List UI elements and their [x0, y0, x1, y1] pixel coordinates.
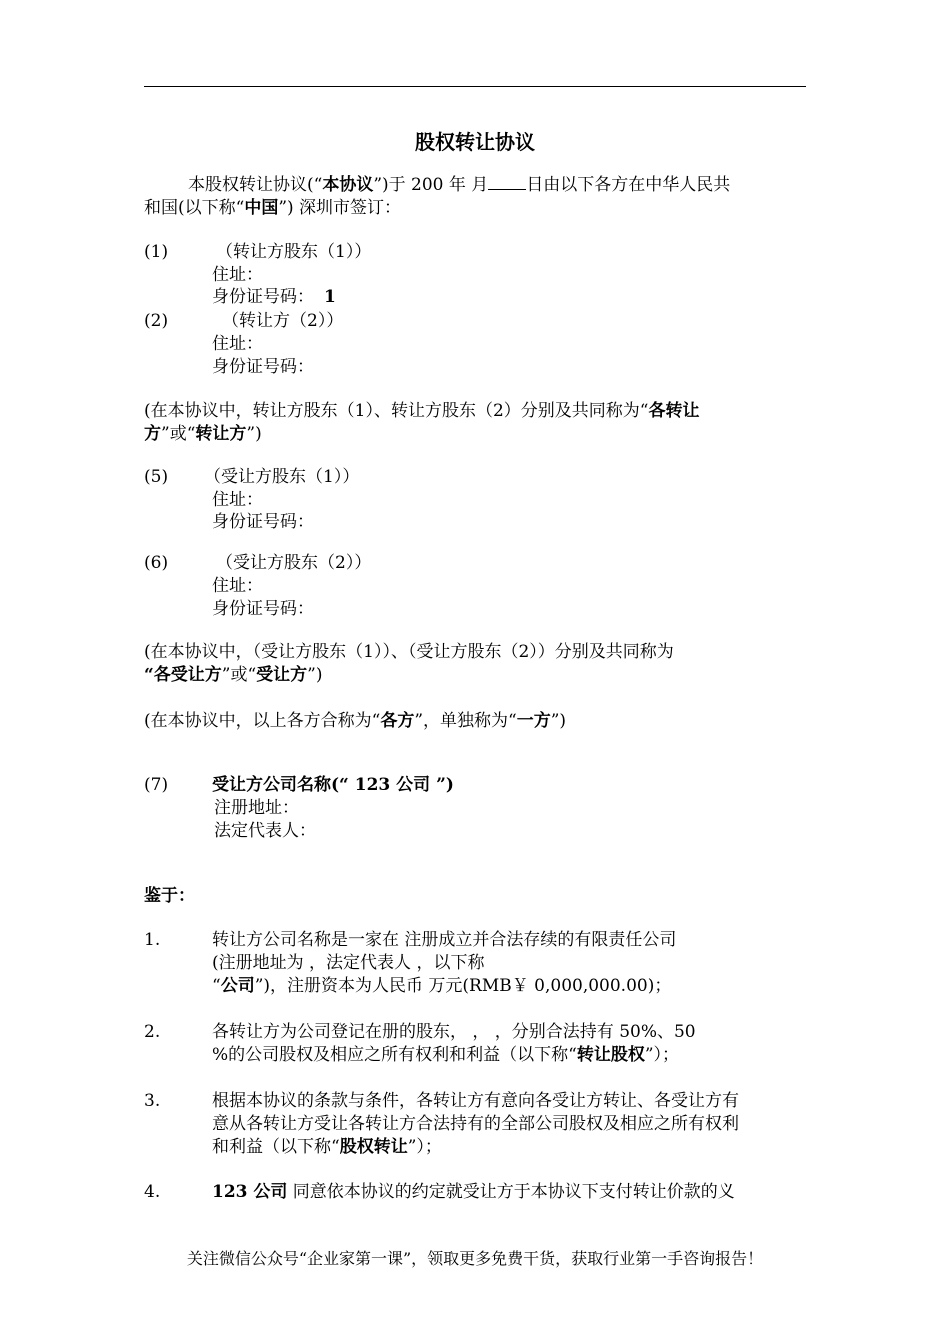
recital-text: 根据本协议的条款与条件，各转让方有意向各受让方转让、各受让方有 — [212, 1091, 739, 1111]
intro-text: ”)于 200 年 月 — [373, 175, 489, 195]
party-number: (5) — [144, 467, 169, 487]
note-text: ”) — [246, 424, 262, 444]
intro-text: ”) 深圳市签订： — [278, 198, 402, 218]
note-text: ”或“ — [221, 665, 257, 685]
note-bold-term: 各方 — [380, 711, 415, 731]
party-number: (1) — [144, 242, 169, 262]
recital-text — [212, 975, 671, 997]
party-id-label: 身份证号码： — [212, 287, 314, 307]
company-address: 注册地址： — [214, 798, 299, 818]
recital-bold-term: 公司 — [220, 976, 255, 996]
recital-text: (注册地址为 ，法定代表人 ，以下称 — [212, 953, 485, 973]
company-representative: 法定代表人： — [214, 821, 316, 841]
recital-bold-term: 股权转让 — [339, 1137, 408, 1157]
recital-text: 转让方公司名称是一家在 注册成立并合法存续的有限责任公司 — [212, 930, 677, 950]
recital-text — [212, 1136, 442, 1158]
party-id: 身份证号码： — [212, 512, 314, 532]
company-name: 受让方公司名称(“ 123 公司 ”) — [212, 775, 454, 795]
note-transferors-line-1 — [144, 400, 699, 422]
note-bold-term: 转让方 — [195, 424, 247, 444]
party-name: （转让方（2）） — [222, 311, 344, 331]
party-name: （受让方股东（1）） — [204, 467, 360, 487]
note-text: ”) — [307, 665, 323, 685]
recital-text-span: 和利益（以下称“ — [212, 1137, 340, 1157]
recital-number: 1. — [144, 930, 161, 950]
recital-text-span: 同意依本协议的约定就受让方于本协议下支付转让价款的义 — [287, 1182, 735, 1202]
party-name: （转让方股东（1）） — [216, 242, 372, 262]
intro-line-2 — [144, 197, 401, 219]
note-text: ”) — [550, 711, 567, 731]
note-bold-term: 一方 — [516, 711, 551, 731]
note-text: ”或“ — [161, 424, 196, 444]
recital-number: 4. — [144, 1182, 161, 1202]
header-rule — [144, 86, 806, 87]
recital-text: 各转让方为公司登记在册的股东， ， ，分别合法持有 50%、50 — [212, 1022, 696, 1042]
party-name: （受让方股东（2）） — [216, 553, 372, 573]
recital-text-span: ”)，注册资本为人民币 万元(RMB￥ 0,000,000.00)； — [254, 976, 672, 996]
party-number: (7) — [144, 775, 169, 795]
recital-text-span: ”）； — [644, 1045, 680, 1065]
recital-text — [212, 1044, 679, 1066]
note-bold-term: 受让方 — [256, 665, 308, 685]
party-address: 住址： — [212, 576, 263, 596]
note-transferees-line-2 — [144, 664, 323, 686]
recital-text: 意从各转让方受让各转让方合法持有的全部公司股权及相应之所有权利 — [212, 1114, 739, 1134]
note-bold-term: “各受让方 — [144, 665, 222, 685]
note-parties — [144, 710, 566, 732]
whereas-heading: 鉴于： — [144, 886, 195, 906]
intro-line-1 — [188, 174, 730, 196]
recital-bold-term: 转让股权 — [576, 1045, 645, 1065]
party-number: (6) — [144, 553, 169, 573]
party-address: 住址： — [212, 490, 263, 510]
party-id: 身份证号码： — [212, 357, 314, 377]
note-transferors-line-2 — [144, 423, 262, 445]
party-number: (2) — [144, 311, 169, 331]
date-blank — [488, 175, 526, 190]
intro-text: 日由以下各方在中华人民共 — [526, 175, 731, 195]
recital-text-span: ”）； — [407, 1137, 442, 1157]
party-address: 住址： — [212, 265, 263, 285]
note-text: ”，单独称为“ — [414, 711, 517, 731]
party-id — [212, 286, 336, 308]
recital-text-span: “ — [212, 976, 221, 996]
note-text: (在本协议中，转让方股东（1）、转让方股东（2）分别及共同称为“ — [144, 401, 649, 421]
party-id-value: 1 — [324, 287, 336, 307]
note-bold-term: 各转让 — [648, 401, 700, 421]
party-id: 身份证号码： — [212, 599, 314, 619]
intro-text: 和国(以下称“ — [144, 198, 245, 218]
note-bold-term: 方 — [144, 424, 161, 444]
intro-bold-term: 中国 — [244, 198, 279, 218]
recital-text-span: %的公司股权及相应之所有权利和利益（以下称“ — [212, 1045, 577, 1065]
document-title: 股权转让协议 — [415, 130, 535, 154]
recital-number: 3. — [144, 1091, 161, 1111]
note-text: (在本协议中，以上各方合称为“ — [144, 711, 381, 731]
recital-text — [212, 1181, 735, 1203]
intro-bold-term: 本协议 — [322, 175, 374, 195]
footer-promo-text: 关注微信公众号“企业家第一课”，领取更多免费干货，获取行业第一手咨询报告！ — [186, 1249, 764, 1268]
recital-bold-term: 123 公司 — [212, 1182, 288, 1202]
intro-text: 本股权转让协议(“ — [188, 175, 323, 195]
note-transferees-line-1: (在本协议中，（受让方股东（1））、（受让方股东（2））分别及共同称为 — [144, 642, 674, 662]
recital-number: 2. — [144, 1022, 161, 1042]
party-address: 住址： — [212, 334, 263, 354]
